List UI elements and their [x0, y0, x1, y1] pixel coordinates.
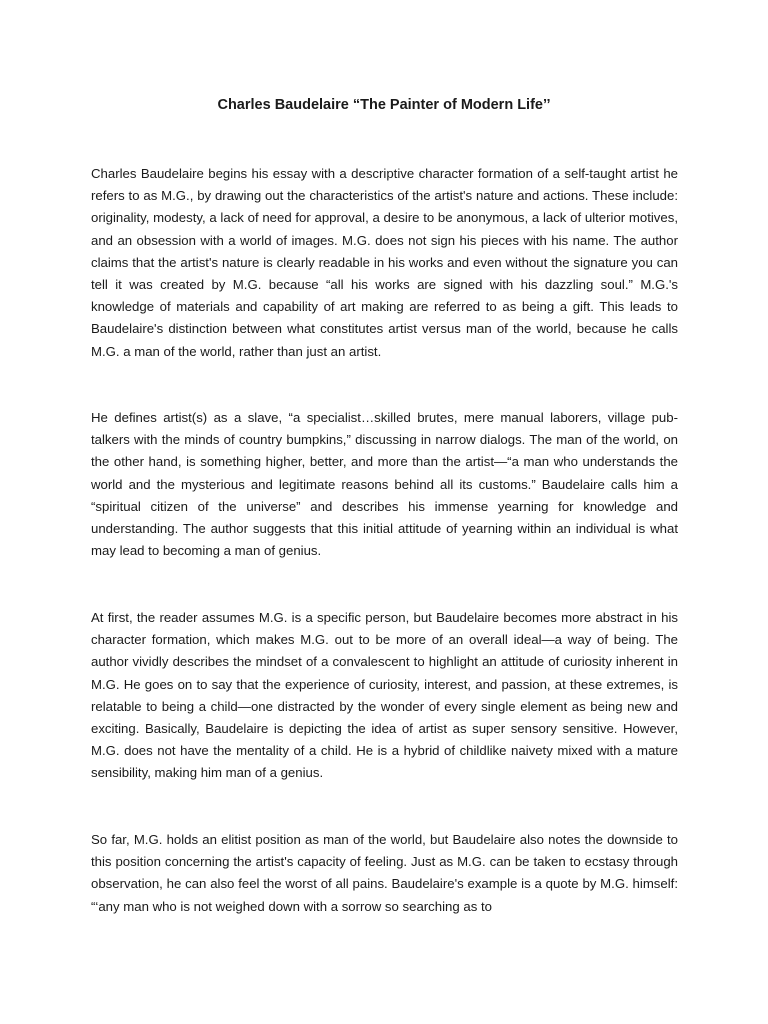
paragraph-3: At first, the reader assumes M.G. is a specific person, but Baudelaire becomes more abstract in his character formation, which makes M.G. out to be more of an overall ideal—a way of being. The author vividly describes the mindset of a convalescent to highlight an attitude of curiosity inherent in M.G. He goes on to say that the experience of curiosity, interest, and passion, at these extremes, is relatable to being a child—one distracted by the wonder of every single element as being new and exciting. Basically, Baudelaire is depicting the idea of artist as super sensory sensitive. However, M.G. does not have the mentality of a child. He is a hybrid of childlike naivety mixed with a mature sensibility, making him man of a genius.: [91, 610, 678, 781]
paragraph-4: So far, M.G. holds an elitist position as man of the world, but Baudelaire also notes the downside to this position concerning the artist's capacity of feeling. Just as M.G. can be taken to ecstasy through observation, he can also feel the worst of all pains. Baudelaire's example is a quote by M.G. himself: “‘any man who is not weighed down with a sorrow so searching as to: [91, 832, 678, 914]
document-title: Charles Baudelaire “The Painter of Modern Life’’: [217, 97, 551, 113]
paragraph-2: He defines artist(s) as a slave, “a specialist…skilled brutes, mere manual laborers, village pub-talkers with the minds of country bumpkins,” discussing in narrow dialogs. The man of the world, on the other hand, is something higher, better, and more than the artist—“a man who understands the world and the mysterious and legitimate reasons behind all its customs.” Baudelaire calls him a “spiritual citizen of the universe” and describes his immense yearning for knowledge and understanding. The author suggests that this initial attitude of yearning within an individual is what may lead to becoming a man of genius.: [91, 410, 678, 559]
paragraph-1: Charles Baudelaire begins his essay with a descriptive character formation of a self-taught artist he refers to as M.G., by drawing out the characteristics of the artist's nature and actions. These include: originality, modesty, a lack of need for approval, a desire to be anonymous, a lack of ulterior motives, and an obsession with a world of images. M.G. does not sign his pieces with his name. The author claims that the artist's nature is clearly readable in his works and even without the signature you can tell it was created by M.G. because “all his works are signed with his dazzling soul.” M.G.'s knowledge of materials and capability of art making are referred to as being a gift. This leads to Baudelaire's distinction between what constitutes artist versus man of the world, because he calls M.G. a man of the world, rather than just an artist.: [91, 166, 678, 359]
